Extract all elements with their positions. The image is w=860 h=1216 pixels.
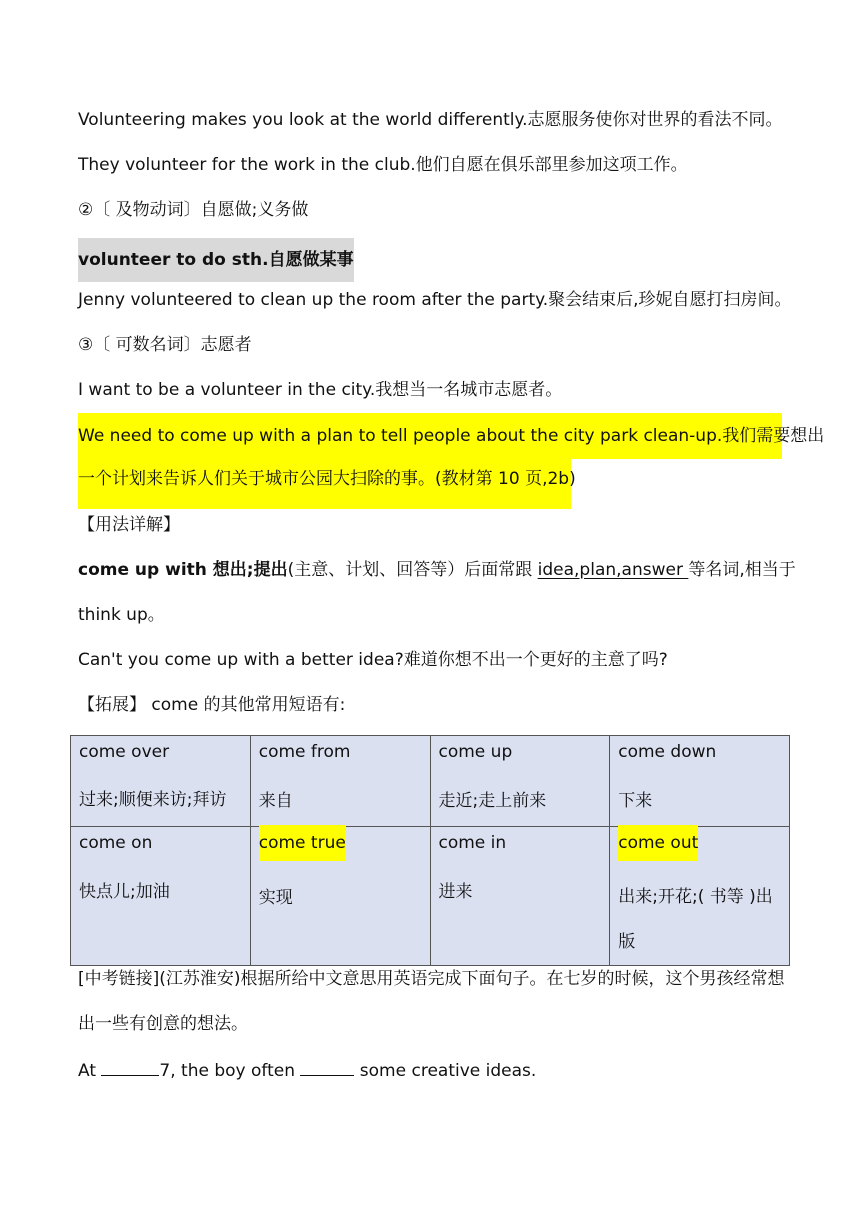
table-row [71, 827, 790, 966]
phrase-en: come down [618, 742, 717, 762]
usage-explanation-cont: think up。 [78, 605, 165, 625]
phrase-en: come over [79, 742, 170, 762]
exam-link: [中考链接](江苏淮安)根据所给中文意思用英语完成下面句子。在七岁的时候，这个男孩经常想 [78, 969, 785, 989]
table-cell [71, 736, 251, 827]
highlighted-sentence-line1 [78, 413, 825, 459]
section-heading: 【用法详解】 [78, 515, 180, 535]
table-cell [250, 736, 430, 827]
table-cell [430, 827, 610, 966]
section-heading: 【拓展】 come 的其他常用短语有: [78, 695, 346, 715]
phrase-label: volunteer to do sth.自愿做某事 [78, 238, 354, 282]
sentence-part: some creative ideas. [354, 1061, 537, 1081]
phrase-cn: 快点儿;加油 [79, 882, 170, 902]
example-sentence: I want to be a volunteer in the city.我想当一名城市志愿者。 [78, 380, 563, 400]
phrase-en: come out [618, 825, 698, 861]
table-cell [71, 827, 251, 966]
table-cell [610, 736, 790, 827]
exam-link-cont: 出一些有创意的想法。 [78, 1014, 248, 1034]
table-cell [250, 827, 430, 966]
highlighted-sentence-line2 [78, 459, 790, 509]
answer-blank[interactable] [101, 1057, 159, 1076]
phrase-cn: 进来 [438, 882, 473, 902]
definition-heading: ③〔 可数名词〕志愿者 [78, 335, 252, 355]
phrase-en: come true [259, 825, 346, 861]
answer-blank[interactable] [300, 1057, 354, 1076]
phrase-cn: 下来 [618, 791, 653, 811]
phrase-en: come from [258, 742, 351, 762]
table-row [71, 736, 790, 827]
phrase-cn: 出来;开花;( 书等 )出版 [618, 887, 773, 952]
example-sentence: Jenny volunteered to clean up the room after the party.聚会结束后,珍妮自愿打扫房间。 [78, 290, 792, 310]
phrase-term: come up with 想出;提出 [78, 560, 288, 580]
usage-text: (主意、计划、回答等）后面常跟 [287, 560, 538, 580]
example-sentence: Can't you come up with a better idea?难道你想不出一个更好的主意了吗? [78, 650, 668, 670]
phrase-cn: 走近;走上前来 [438, 791, 547, 811]
sentence-part: At [78, 1061, 102, 1081]
table-cell [430, 736, 610, 827]
definition-heading: ②〔 及物动词〕自愿做;义务做 [78, 200, 309, 220]
highlighted-text: 一个计划来告诉人们关于城市公园大扫除的事。(教材第 10 页,2b) [78, 459, 571, 509]
underlined-nouns: idea,plan,answer [537, 560, 689, 580]
usage-text: 等名词,相当于 [688, 560, 796, 580]
phrase-en: come in [438, 833, 507, 853]
highlighted-text: We need to come up with a plan to tell people about the city park clean-up.我们需要想出 [78, 413, 782, 459]
phrase-cn: 实现 [258, 888, 293, 908]
phrase-en: come up [438, 742, 513, 762]
table-cell [610, 827, 790, 966]
phrase-heading [78, 238, 790, 283]
phrase-cn: 过来;顺便来访;拜访 [79, 790, 227, 810]
phrase-en: come on [79, 833, 153, 853]
sentence-part: 7, the boy often [159, 1061, 301, 1081]
usage-explanation [78, 558, 796, 582]
phrase-cn: 来自 [258, 791, 293, 811]
fill-in-sentence [78, 1057, 790, 1083]
example-sentence: Volunteering makes you look at the world differently.志愿服务使你对世界的看法不同。 [78, 110, 783, 130]
example-sentence: They volunteer for the work in the club.他们自愿在俱乐部里参加这项工作。 [78, 155, 688, 175]
phrases-table [70, 735, 790, 966]
